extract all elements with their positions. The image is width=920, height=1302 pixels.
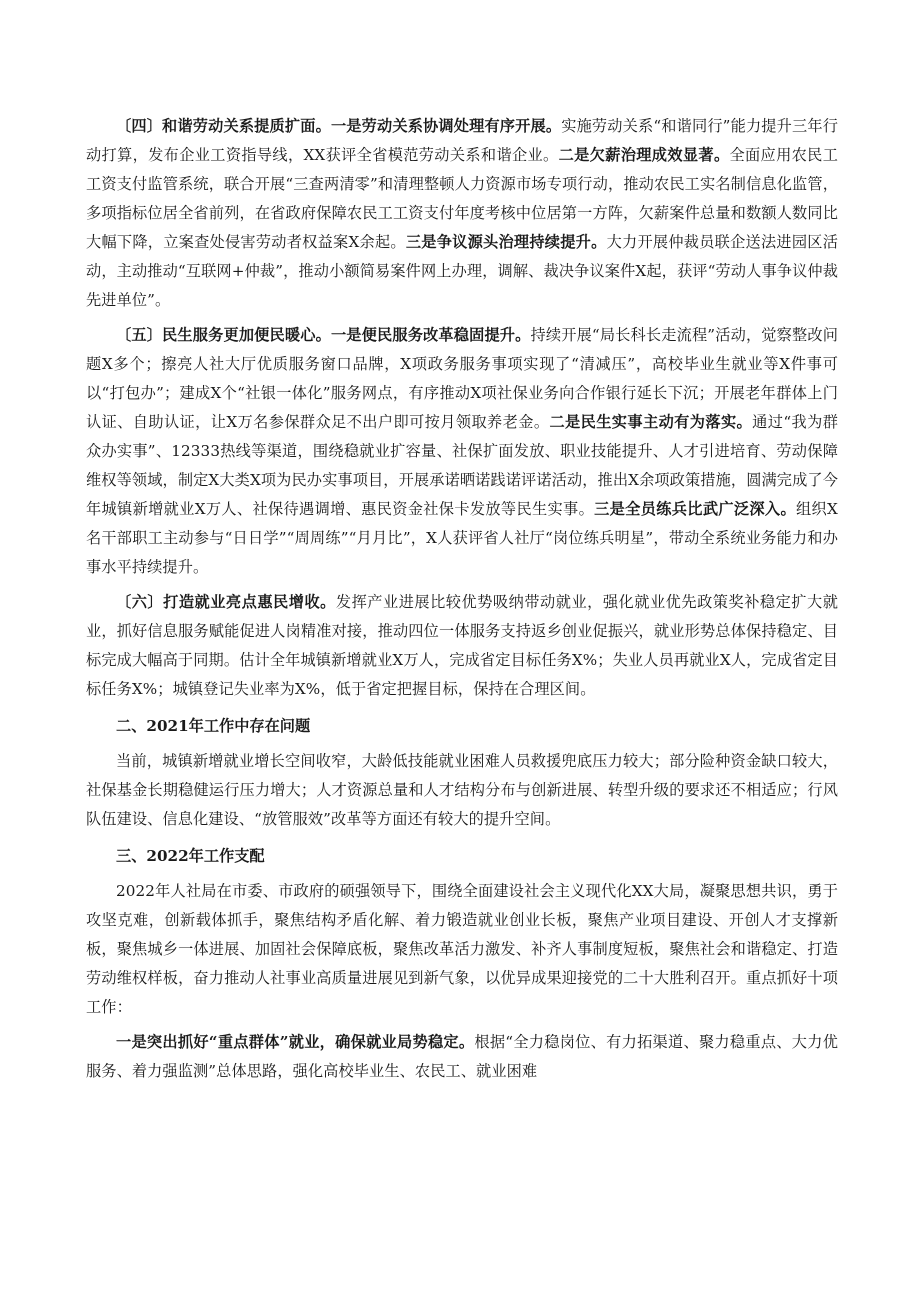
paragraph-5-text-2: 通过“我为群众办实事”、12333热线等渠道，围绕稳就业扩容量、社保扩面发放、职业技能提升、人才引进培育、劳动保障维权等领域，制定X大类X项为民办实事项目，开展承诺晒诺践诺评诺活动，推出X余项政策措施，圆满完成了今年城镇新增就业X万人、社保待遇调增、惠民资金社保卡发放等民生实事。 xyxy=(86,413,838,518)
paragraph-4-point-2: 二是欠薪治理成效显著。 xyxy=(558,146,730,164)
paragraph-5-point-2: 二是民生实事主动有为落实。 xyxy=(549,413,753,431)
section-2-heading: 二、2021年工作中存在问题 xyxy=(116,717,311,735)
paragraph-4-point-1: 一是劳动关系协调处理有序开展。 xyxy=(330,117,562,135)
section-3-item-1 xyxy=(86,1028,838,1086)
paragraph-4-point-3: 三是争议源头治理持续提升。 xyxy=(405,233,607,251)
paragraph-4-text-3: 大力开展仲裁员联企送法进园区活动，主动推动“互联网+仲裁”，推动小额简易案件网上办理，调解、裁决争议案件X起，获评“劳动人事争议仲裁先进单位”。 xyxy=(86,233,838,309)
section-3-item-1-text: 根据“全力稳岗位、有力拓渠道、聚力稳重点、大力优服务、着力强监测”总体思路，强化高校毕业生、农民工、就业困难 xyxy=(86,1033,839,1080)
paragraph-5-point-3: 三是全员练兵比武广泛深入。 xyxy=(594,500,796,518)
paragraph-4 xyxy=(86,112,838,315)
paragraph-4-text-1: 实施劳动关系“和谐同行”能力提升三年行动打算，发布企业工资指导线，XX获评全省模范劳动关系和谐企业。 xyxy=(86,117,838,164)
paragraph-6-text-1: 发挥产业进展比较优势吸纳带动就业，强化就业优先政策奖补稳定扩大就业，抓好信息服务赋能促进人岗精准对接，推动四位一体服务支持返乡创业促振兴，就业形势总体保持稳定、目标完成大幅高于同期。估计全年城镇新增就业X万人，完成省定目标任务X%；失业人员再就业X人，完成省定目标任务X%；城镇登记失业率为X%，低于省定把握目标，保持在合理区间。 xyxy=(86,593,839,698)
paragraph-5-heading: 〔五〕民生服务更加便民暖心。 xyxy=(116,326,331,344)
paragraph-5-text-1: 持续开展“局长科长走流程”活动，觉察整改问题X多个；擦亮人社大厅优质服务窗口品牌，X项政务服务事项实现了“清减压”，高校毕业生就业等X件事可以“打包办”；建成X个“社银一体化”服务网点，有序推动X项社保业务向合作银行延长下沉；开展老年群体上门认证、自助认证，让X万名参保群众足不出户即可按月领取养老金。 xyxy=(86,326,838,431)
paragraph-5-text-3: 组织X名干部职工主动参与“日日学”“周周练”“月月比”，X人获评省人社厅“岗位练兵明星”，带动全系统业务能力和办事水平持续提升。 xyxy=(86,500,838,576)
paragraph-5 xyxy=(86,321,838,582)
section-3-item-1-title: 一是突出抓好“重点群体”就业，确保就业局势稳定。 xyxy=(116,1033,475,1051)
document-page xyxy=(86,112,838,1086)
section-2-body: 当前，城镇新增就业增长空间收窄，大龄低技能就业困难人员救援兜底压力较大；部分险种资金缺口较大，社保基金长期稳健运行压力增大；人才资源总量和人才结构分布与创新进展、转型升级的要求还不相适应；行风队伍建设、信息化建设、“放管服效”改革等方面还有较大的提升空间。 xyxy=(86,752,838,828)
paragraph-6-heading: 〔六〕打造就业亮点惠民增收。 xyxy=(116,593,336,611)
paragraph-4-text-2: 全面应用农民工工资支付监管系统，联合开展“三查两清零”和清理整顿人力资源市场专项行动，推动农民工实名制信息化监管，多项指标位居全省前列，在省政府保障农民工工资支付年度考核中位居第一方阵，欠薪案件总量和数额人数同比大幅下降，立案查处侵害劳动者权益案X余起。 xyxy=(86,146,838,251)
section-3-heading: 三、2022年工作支配 xyxy=(116,847,265,865)
paragraph-6 xyxy=(86,588,838,704)
paragraph-4-heading: 〔四〕和谐劳动关系提质扩面。 xyxy=(116,117,331,135)
section-3-body: 2022年人社局在市委、市政府的硕强领导下，围绕全面建设社会主义现代化XX大局，凝聚思想共识，勇于攻坚克难，创新载体抓手，聚焦结构矛盾化解、着力锻造就业创业长板，聚焦产业项目建设、开创人才支撑新板，聚焦城乡一体进展、加固社会保障底板，聚焦改革活力激发、补齐人事制度短板，聚焦社会和谐稳定、打造劳动维权样板，奋力推动人社事业高质量进展见到新气象，以优异成果迎接党的二十大胜利召开。重点抓好十项工作： xyxy=(86,882,838,1016)
paragraph-5-point-1: 一是便民服务改革稳固提升。 xyxy=(330,326,531,344)
